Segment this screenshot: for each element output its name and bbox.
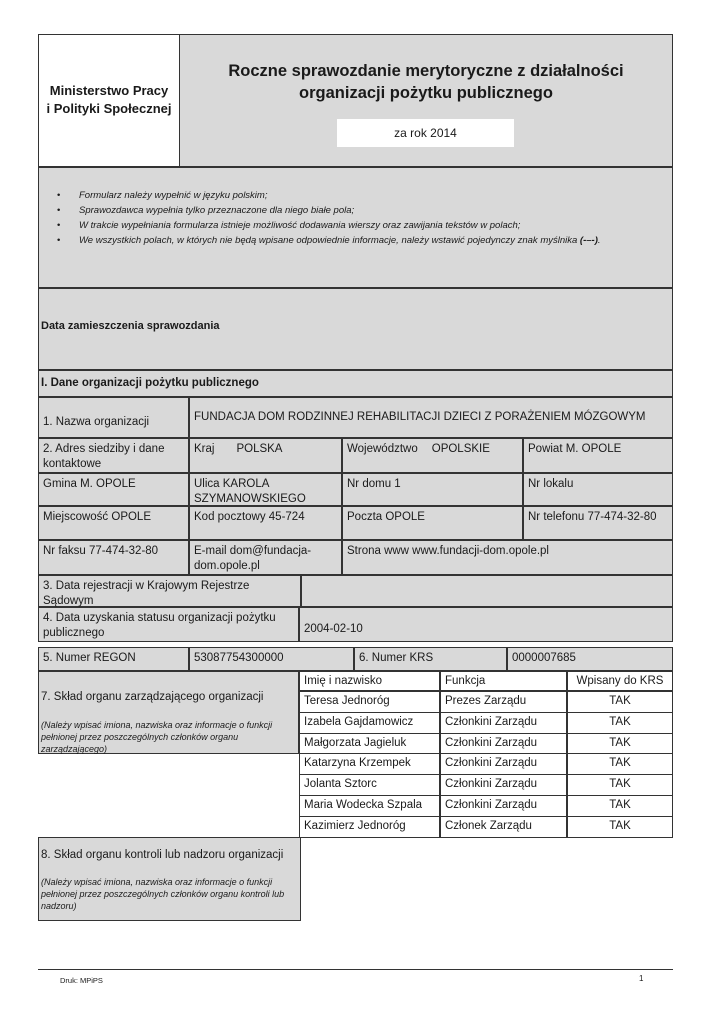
board-row-cell[interactable]: TAK xyxy=(567,774,673,796)
board-row-cell[interactable]: Małgorzata Jagieluk xyxy=(299,733,440,755)
poczta-field[interactable]: Poczta OPOLE xyxy=(342,506,523,540)
krs-number-label: 6. Numer KRS xyxy=(354,647,507,671)
board-note: (Należy wpisać imiona, nazwiska oraz informacje o funkcji pełnionej przez poszczególnych członków organu zarządzającego) xyxy=(41,720,273,754)
gmina-field[interactable]: Gmina M. OPOLE xyxy=(38,473,189,506)
email-field[interactable]: E-mail dom@fundacja-dom.opole.pl xyxy=(189,540,342,575)
board-row-cell[interactable]: Jolanta Sztorc xyxy=(299,774,440,796)
page-title: Roczne sprawozdanie merytoryczne z działalności organizacji pożytku publicznego xyxy=(228,62,624,102)
instructions-list xyxy=(57,188,657,248)
regon-value[interactable]: 53087754300000 xyxy=(189,647,354,671)
board-header-cell: Wpisany do KRS xyxy=(567,671,673,691)
board-header-cell: Funkcja xyxy=(440,671,567,691)
board-row-cell[interactable]: TAK xyxy=(567,753,673,775)
board-row-cell[interactable]: TAK xyxy=(567,795,673,817)
year-field[interactable] xyxy=(337,119,514,147)
board-label: 7. Skład organu zarządzającego organizacji xyxy=(41,691,264,703)
board-row-cell[interactable]: Teresa Jednoróg xyxy=(299,691,440,713)
board-row-cell[interactable]: Członkini Zarządu xyxy=(440,753,567,775)
faks-field[interactable]: Nr faksu 77-474-32-80 xyxy=(38,540,189,575)
instruction-item: • We wszystkich polach, w których nie będą wpisane odpowiednie informacje, należy wstawić pojedynczy znak myślnika (-–-). xyxy=(57,235,601,246)
instructions-box xyxy=(38,167,673,288)
board-row-cell[interactable]: Katarzyna Krzempek xyxy=(299,753,440,775)
regon-label: 5. Numer REGON xyxy=(38,647,189,671)
section1-title: I. Dane organizacji pożytku publicznego xyxy=(38,370,673,397)
board-row-cell[interactable]: Członkini Zarządu xyxy=(440,774,567,796)
telefon-field[interactable]: Nr telefonu 77-474-32-80 xyxy=(523,506,673,540)
board-row-cell[interactable]: Członkini Zarządu xyxy=(440,733,567,755)
board-row-cell[interactable]: Maria Wodecka Szpala xyxy=(299,795,440,817)
dash-sign: (-–-) xyxy=(579,235,598,246)
control-note: (Należy wpisać imiona, nazwiska oraz informacje o funkcji pełnionej przez poszczególnych członków organu kontroli lub nadzoru) xyxy=(41,877,285,911)
page-number: 1 xyxy=(639,974,644,983)
wojewodztwo-field[interactable]: Województwo OPOLSKIE xyxy=(342,438,523,473)
year-label: za rok 2014 xyxy=(394,126,457,140)
powiat-field[interactable]: Powiat M. OPOLE xyxy=(523,438,673,473)
board-row-cell[interactable]: Członkini Zarządu xyxy=(440,795,567,817)
board-row-cell[interactable]: Członek Zarządu xyxy=(440,816,567,838)
board-row-cell[interactable]: TAK xyxy=(567,712,673,734)
board-row-cell[interactable]: Członkini Zarządu xyxy=(440,712,567,734)
board-header-cell: Imię i nazwisko xyxy=(299,671,440,691)
footer-print-label: Druk: MPiPS xyxy=(60,976,103,985)
krs-registration-label: 3. Data rejestracji w Krajowym Rejestrze Sądowym xyxy=(38,575,301,607)
board-row-cell[interactable]: Kazimierz Jednoróg xyxy=(299,816,440,838)
nr-lokalu-field[interactable]: Nr lokalu xyxy=(523,473,673,506)
address-label: 2. Adres siedziby i dane kontaktowe xyxy=(38,438,189,473)
miejscowosc-field[interactable]: Miejscowość OPOLE xyxy=(38,506,189,540)
instruction-item: • W trakcie wypełniania formularza istnieje możliwość dodawania wierszy oraz zawijania tekstów w polach; xyxy=(57,220,521,231)
nr-domu-field[interactable]: Nr domu 1 xyxy=(342,473,523,506)
status-date-label: 4. Data uzyskania statusu organizacji pożytku publicznego xyxy=(38,607,299,642)
board-row-cell[interactable]: TAK xyxy=(567,691,673,713)
ministry-name: Ministerstwo Pracy i Polityki Społecznej xyxy=(46,83,172,116)
board-label-box xyxy=(38,671,299,754)
kraj-field[interactable]: Kraj POLSKA xyxy=(189,438,342,473)
org-name-label: 1. Nazwa organizacji xyxy=(38,397,189,438)
control-label-box xyxy=(38,837,301,921)
ulica-field[interactable]: Ulica KAROLA SZYMANOWSKIEGO xyxy=(189,473,342,506)
instruction-item: • Formularz należy wypełnić w języku polskim; xyxy=(57,190,268,201)
board-row-cell[interactable]: TAK xyxy=(567,733,673,755)
control-label: 8. Skład organu kontroli lub nadzoru organizacji xyxy=(41,849,284,861)
status-date-value[interactable]: 2004-02-10 xyxy=(299,607,673,642)
instruction-item: • Sprawozdawca wypełnia tylko przeznaczone dla niego białe pola; xyxy=(57,205,355,216)
www-field[interactable]: Strona www www.fundacji-dom.opole.pl xyxy=(342,540,673,575)
krs-registration-value[interactable] xyxy=(301,575,673,607)
kod-pocztowy-field[interactable]: Kod pocztowy 45-724 xyxy=(189,506,342,540)
date-section xyxy=(38,288,673,370)
board-row-cell[interactable]: Izabela Gajdamowicz xyxy=(299,712,440,734)
board-row-cell[interactable]: Prezes Zarządu xyxy=(440,691,567,713)
org-name-value[interactable]: FUNDACJA DOM RODZINNEJ REHABILITACJI DZIECI Z PORAŻENIEM MÓZGOWYM xyxy=(189,397,673,438)
footer-rule xyxy=(38,969,673,970)
date-section-label: Data zamieszczenia sprawozdania xyxy=(41,320,220,332)
krs-number-value[interactable]: 0000007685 xyxy=(507,647,673,671)
board-row-cell[interactable]: TAK xyxy=(567,816,673,838)
